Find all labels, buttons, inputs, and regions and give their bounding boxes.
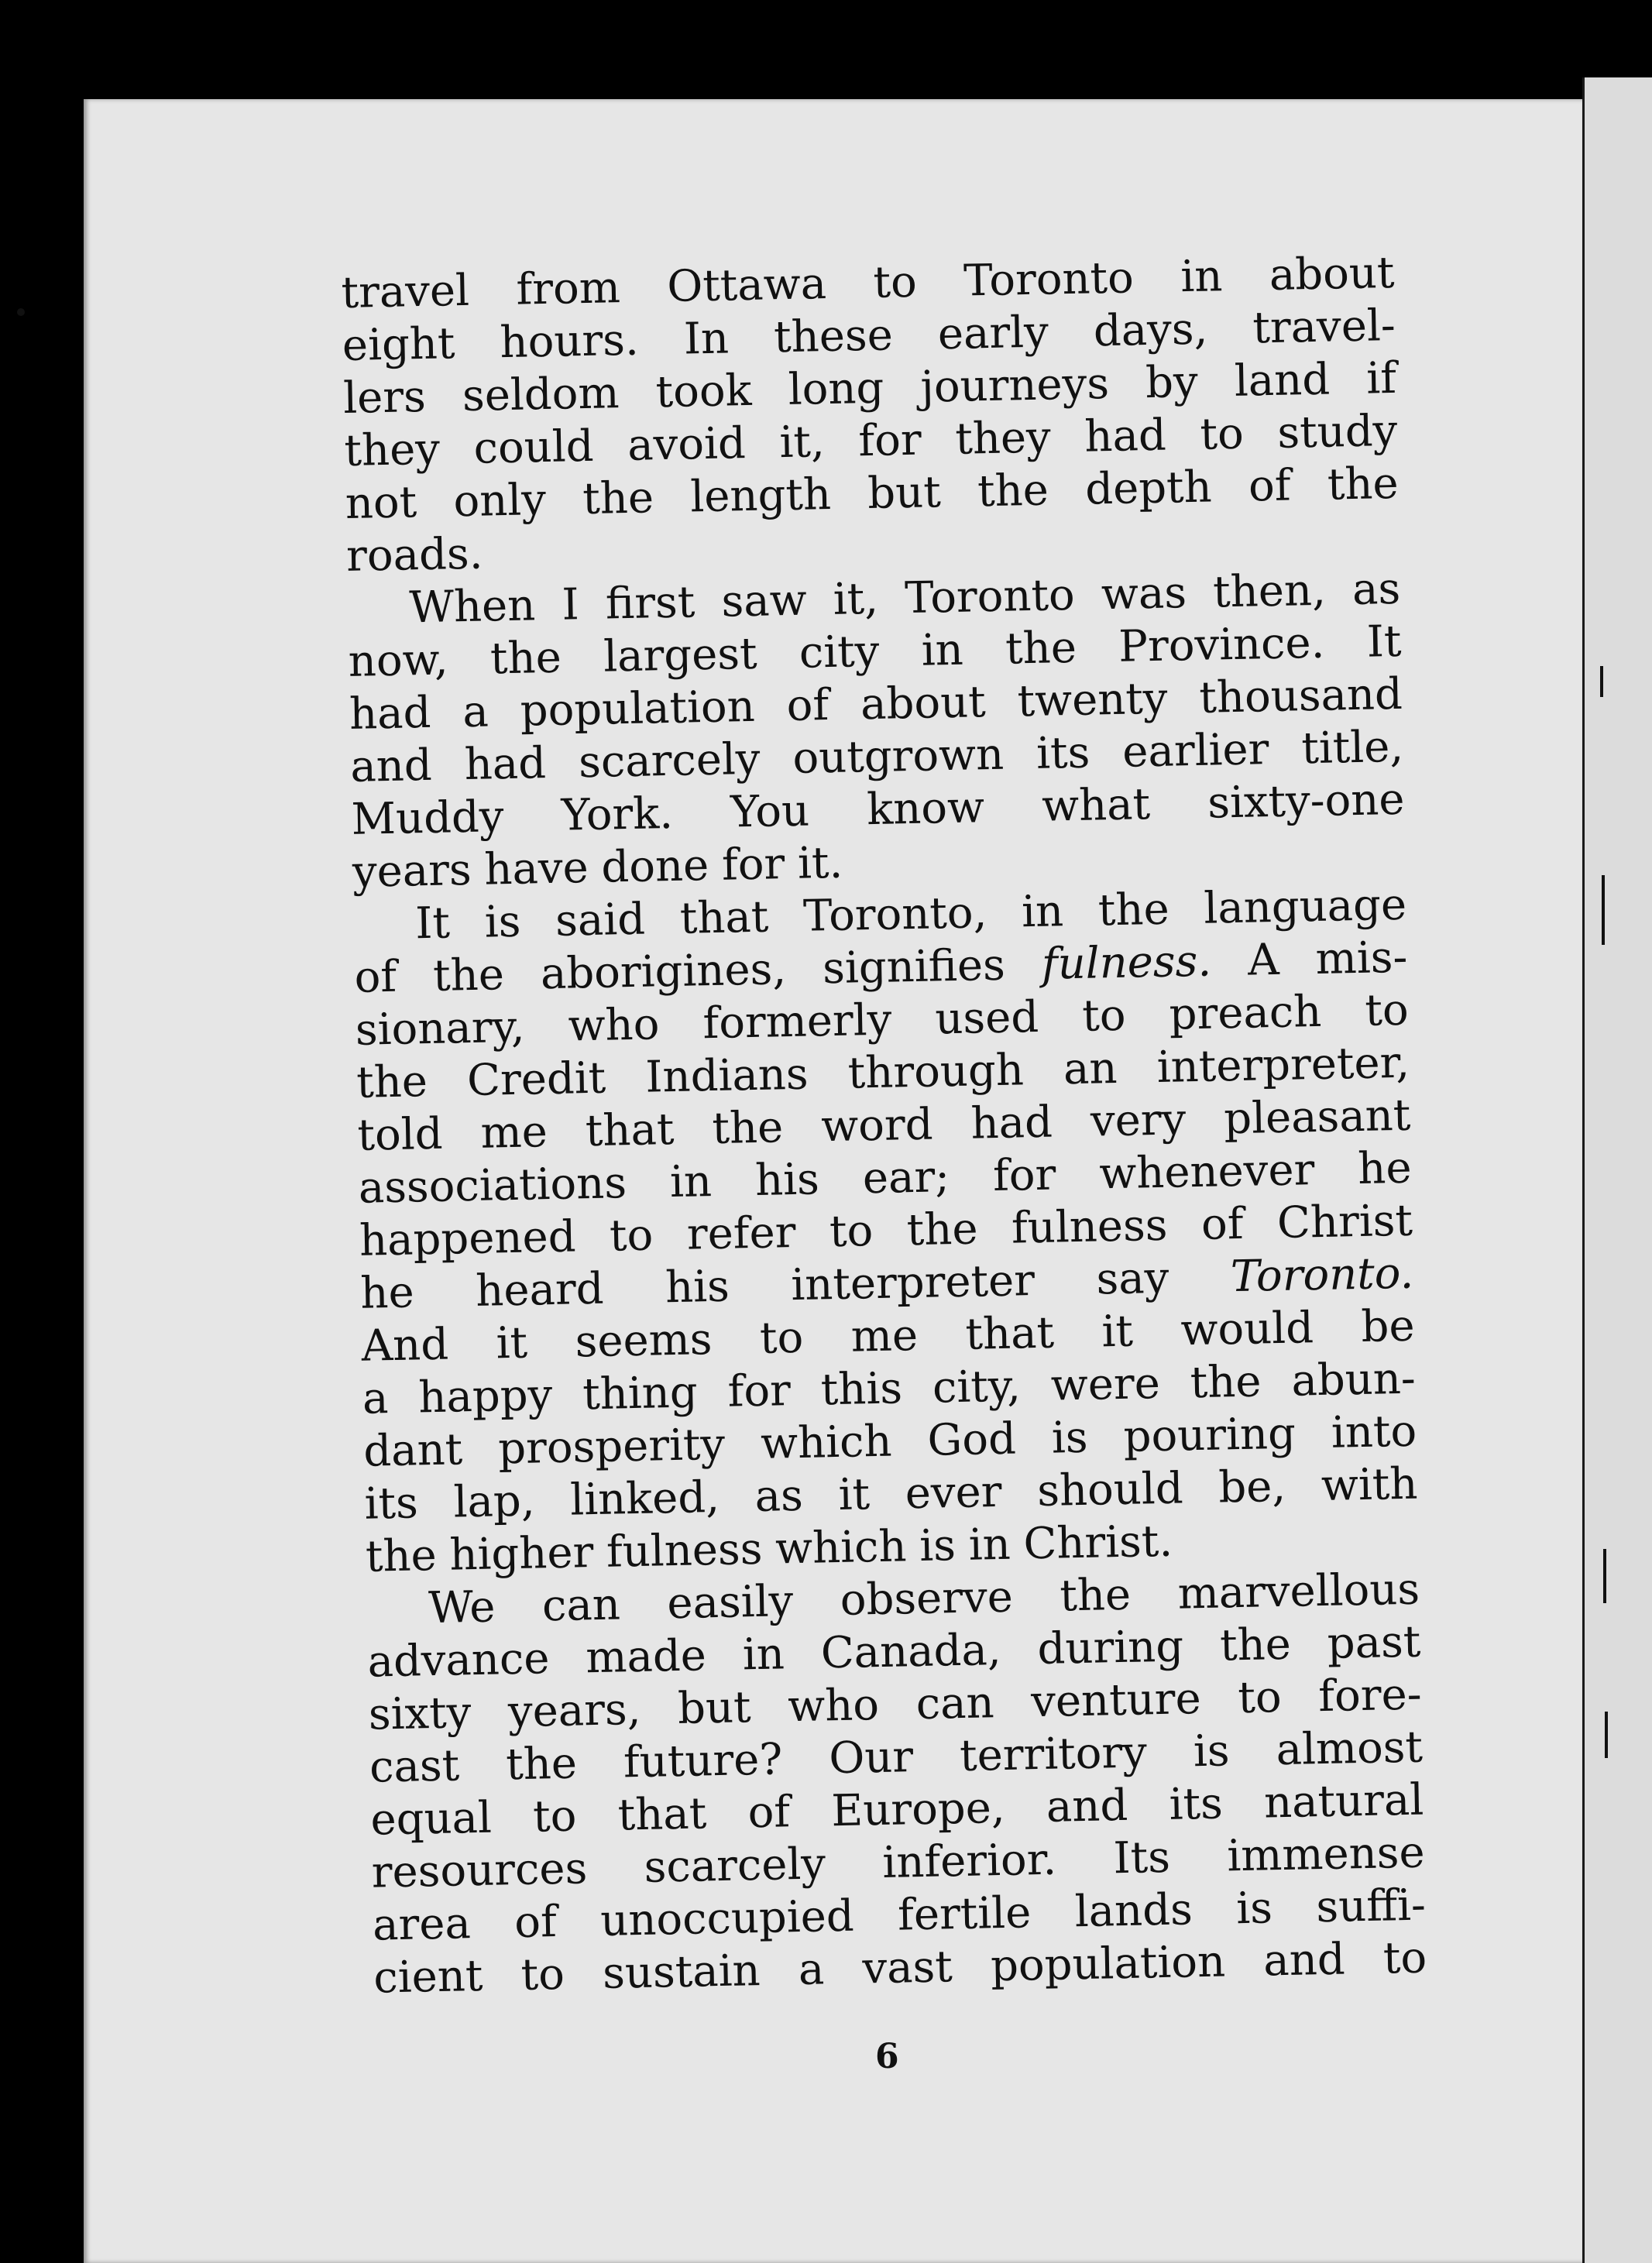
word: sixty [368,1688,472,1740]
word: it, [833,573,879,625]
word: scarcely [578,733,761,788]
edge-mark [1600,666,1603,697]
word: in [742,1629,785,1681]
word: aborigines, [540,944,787,1000]
word: population [520,681,756,737]
word: study [1276,405,1398,458]
word: know [866,782,985,836]
word: seems [574,1314,713,1368]
word: future? [623,1734,783,1788]
word: the [505,1738,578,1791]
word: to [532,1791,578,1842]
word: natural [1263,1774,1424,1829]
word: interpreter, [1156,1037,1410,1093]
word: equal [369,1792,493,1846]
word: You [730,785,810,838]
word: A [1247,934,1280,986]
word: the [711,1102,784,1154]
word: of [1200,1198,1245,1250]
word: fulness. [1041,936,1212,990]
word: the [582,472,654,525]
word: Its [1112,1832,1171,1884]
word: is [1051,1412,1089,1464]
word: his [665,1261,730,1314]
word: higher [448,1527,594,1581]
word: observe [840,1571,1014,1626]
word: and [1262,1934,1346,1987]
word: if [1365,352,1397,404]
word: In [683,313,730,365]
word: vast [861,1942,953,1994]
word: that [679,891,769,944]
word: Christ [1276,1195,1413,1249]
word: its [1168,1778,1224,1830]
word: Indians [644,1049,809,1103]
word: whenever [1098,1145,1315,1200]
word: title, [1300,721,1404,774]
word: very [1090,1094,1187,1147]
word: is [1193,1726,1231,1777]
word: these [773,310,894,363]
word: easily [666,1576,794,1629]
word: only [452,474,547,527]
word: made [585,1630,707,1684]
word: for [992,1149,1056,1202]
word: of [1248,460,1292,512]
edge-mark [1602,875,1605,945]
word: who [787,1680,880,1732]
word: ear; [862,1152,950,1204]
word: had [349,687,432,740]
word: sionary, [355,1001,526,1056]
word: that [617,1788,707,1841]
word: mis- [1315,932,1408,984]
word: about [1269,247,1396,300]
word: the [1219,1619,1292,1671]
word: marvellous [1177,1564,1420,1619]
word: travel [341,265,470,318]
word: he [359,1267,415,1319]
word: unoccupied [599,1890,855,1946]
word: its [364,1478,419,1530]
word: preach [1169,986,1322,1040]
scan-speck [17,308,25,316]
word: length [689,469,832,523]
word: cast [369,1740,460,1793]
word: of [747,1787,791,1839]
word: be, [1218,1461,1286,1513]
word: with [1321,1458,1418,1511]
word: cient [373,1950,483,2004]
word: hours. [499,314,640,369]
word: to [759,1312,804,1364]
word: territory [959,1727,1148,1782]
word: they [954,412,1052,465]
word: area [372,1898,472,1951]
word: to [609,1210,654,1262]
word: be [1360,1300,1416,1352]
word: would [1180,1303,1314,1356]
word: dant [362,1424,463,1477]
word: early [937,307,1049,360]
word: can [541,1579,621,1632]
word: depth [1084,462,1213,515]
word: by [1145,356,1199,409]
word: the [489,632,562,685]
word: days, [1093,304,1208,357]
word: immense [1226,1827,1426,1882]
word: York. [561,788,674,841]
word: Canada, [820,1624,1002,1679]
word: done [600,840,709,893]
word: sustain [602,1945,761,1999]
word: years [352,844,472,898]
word: its [1036,727,1090,779]
word: in [1021,886,1064,938]
word: now, [348,634,449,687]
word: thousand [1198,668,1403,723]
word: had [970,1097,1053,1149]
word: a [462,686,489,738]
word: to [1364,984,1410,1036]
word: prosperity [497,1419,726,1475]
word: was [1101,568,1187,620]
word: for [721,839,785,891]
word: and [349,740,433,792]
edge-mark [1605,1712,1608,1758]
word: he [1357,1142,1413,1194]
word: lers [342,371,427,424]
word: formerly [702,994,892,1049]
word: Ottawa [666,258,827,312]
word: and [1046,1780,1128,1832]
word: they [343,424,441,476]
word: me [850,1310,919,1362]
word: is [484,896,521,948]
word: can [915,1678,995,1730]
word: venture [1030,1674,1202,1728]
word: thing [582,1367,699,1420]
word: language [1203,879,1407,934]
word: that [585,1104,675,1157]
adjacent-page-edge [1582,77,1652,2263]
word: that [964,1307,1055,1360]
word: fertile [897,1887,1032,1941]
word: to [520,1949,565,2000]
word: avoid [627,418,747,471]
word: used [934,991,1039,1045]
word: abun- [1290,1353,1417,1406]
word: eight [342,318,456,371]
word: journeys [919,358,1110,413]
word: fore- [1317,1669,1423,1722]
word: I [561,579,580,630]
word: land [1234,354,1331,407]
word: to [829,1206,874,1258]
word: but [867,467,942,519]
word: through [847,1045,1025,1099]
word: the [1059,1569,1132,1622]
word: about [860,677,987,730]
word: to [1199,408,1245,460]
word: which [760,1416,893,1469]
word: to [1237,1672,1283,1724]
word: pleasant [1223,1090,1411,1145]
word: ever [905,1466,1003,1520]
word: past [1327,1616,1421,1669]
word: Credit [466,1053,606,1107]
word: who [568,999,660,1052]
word: scarcely [644,1839,826,1893]
word: It [1366,616,1403,668]
word: twenty [1017,673,1169,727]
word: the [977,465,1049,517]
word: Province. [1118,617,1326,672]
edge-mark [1603,1549,1606,1603]
word: Toronto [963,252,1135,307]
word: said [555,894,646,946]
word: interpreter [790,1255,1036,1311]
word: first [605,577,695,630]
word: this [820,1363,903,1416]
word: as [1351,563,1401,615]
word: inferior. [881,1834,1057,1888]
word: linked, [569,1471,720,1526]
word: long [788,362,884,415]
word: city [799,626,880,678]
word: Christ. [1022,1516,1173,1570]
word: almost [1275,1722,1424,1776]
word: fulness [1011,1200,1169,1254]
word: but [677,1682,752,1734]
word: it [496,1317,528,1369]
word: to [1081,990,1127,1042]
word: what [1041,779,1151,832]
word: the [1327,458,1400,510]
word: the [355,1056,428,1108]
word: for [726,1365,792,1417]
word: sixty-one [1207,774,1406,829]
word: We [428,1581,496,1634]
word: to [1382,1932,1427,1984]
word: could [473,421,595,474]
word: is [1235,1883,1273,1935]
word: say [1095,1252,1169,1305]
word: city, [932,1361,1022,1413]
word: it [1101,1306,1134,1358]
page-number: 6 [875,2037,899,2076]
word: roads. [345,528,484,582]
word: the [1190,1356,1262,1409]
word: the [1005,622,1077,675]
word: of [786,680,829,732]
word: took [655,365,753,418]
word: Europe, [830,1782,1006,1837]
word: an [1063,1042,1118,1095]
word: it. [797,837,843,889]
word: associations [358,1158,627,1214]
word: lands [1074,1884,1193,1938]
word: And [361,1319,449,1372]
word: in [669,1156,713,1208]
word: the [906,1204,979,1256]
word: Toronto. [1230,1248,1414,1303]
word: a [362,1373,390,1424]
word: which [774,1521,908,1574]
word: earlier [1121,724,1269,778]
word: to [872,256,918,308]
word: Our [828,1732,914,1784]
word: advance [366,1633,550,1688]
word: largest [603,628,758,682]
word: in [968,1519,1011,1571]
word: the [1097,884,1170,936]
word: lap, [452,1475,536,1528]
word: is [919,1520,957,1571]
word: happened [359,1211,577,1266]
word: then, [1212,565,1327,618]
word: had [1084,410,1167,462]
word: have [483,843,589,895]
word: into [1331,1406,1417,1458]
word: Toronto [904,569,1076,624]
word: me [479,1107,548,1159]
word: it [837,1469,871,1520]
word: as [754,1470,804,1523]
word: of [353,951,397,1003]
word: God [926,1413,1017,1466]
word: It [414,898,451,949]
word: Muddy [351,792,505,845]
word: resources [371,1843,588,1898]
word: had [464,738,547,791]
word: were [1050,1358,1161,1411]
word: not [345,477,417,529]
word: outgrown [792,729,1005,784]
word: saw [720,575,808,627]
word: suffi- [1315,1880,1427,1933]
word: the [365,1530,438,1582]
word: it, [778,417,826,469]
word: Toronto, [802,888,987,942]
word: of [513,1897,558,1949]
word: seldom [462,368,620,422]
word: in [921,624,964,676]
word: during [1036,1621,1184,1675]
word: from [515,263,621,315]
word: pouring [1123,1408,1297,1462]
word: heard [475,1263,605,1317]
word: his [754,1154,820,1206]
word: travel- [1252,300,1396,354]
word: refer [686,1207,796,1260]
word: happy [417,1370,553,1423]
word: for [857,414,922,467]
word: word [820,1099,934,1152]
word: signifies [822,939,1006,994]
word: years, [507,1684,642,1738]
word: a [798,1944,825,1996]
word: When [408,580,536,634]
word: population [990,1936,1226,1992]
word: the [432,949,505,1001]
word: should [1036,1463,1184,1517]
word: fulness [606,1523,764,1578]
word: in [1180,251,1223,303]
word: told [356,1108,444,1161]
body-text [341,247,1427,2005]
